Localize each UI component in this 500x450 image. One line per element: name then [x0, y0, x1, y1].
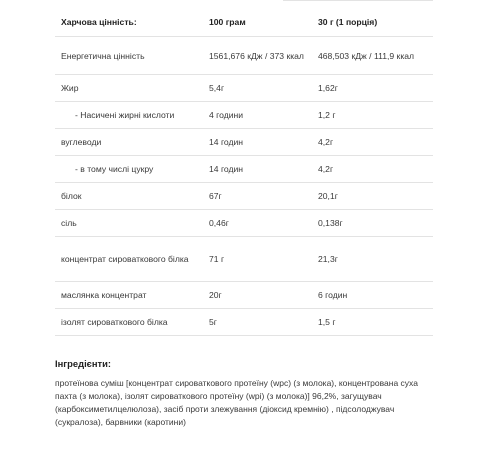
row-name: Жир [55, 75, 203, 102]
row-per-serving: 4,2г [312, 156, 433, 183]
table-row [55, 156, 433, 183]
row-per-100g: 4 години [203, 102, 312, 129]
row-per-serving: 468,503 кДж / 111,9 ккал [312, 37, 433, 75]
row-per-serving: 1,5 г [312, 309, 433, 336]
nutrition-header-row [55, 8, 433, 37]
row-per-serving: 1,62г [312, 75, 433, 102]
row-per-serving: 21,3г [312, 237, 433, 282]
table-row [55, 282, 433, 309]
row-name: ізолят сироваткового білка [55, 309, 203, 336]
row-per-serving: 20,1г [312, 183, 433, 210]
row-per-100g: 0,46г [203, 210, 312, 237]
row-name: концентрат сироваткового білка [55, 237, 203, 282]
header-per-100g: 100 грам [203, 8, 312, 37]
row-name: вуглеводи [55, 129, 203, 156]
row-name: маслянка концентрат [55, 282, 203, 309]
row-per-100g: 14 годин [203, 156, 312, 183]
table-row [55, 75, 433, 102]
table-row [55, 37, 433, 75]
table-row [55, 309, 433, 336]
row-name: білок [55, 183, 203, 210]
row-name: - Насичені жирні кислоти [55, 102, 203, 129]
ingredients-heading: Інгредієнти: [55, 358, 111, 369]
row-per-100g: 1561,676 кДж / 373 ккал [203, 37, 312, 75]
nutrition-table [55, 8, 433, 336]
row-per-serving: 0,138г [312, 210, 433, 237]
table-row [55, 102, 433, 129]
row-per-serving: 4,2г [312, 129, 433, 156]
table-row [55, 129, 433, 156]
row-per-serving: 1,2 г [312, 102, 433, 129]
row-per-100g: 5г [203, 309, 312, 336]
row-per-100g: 5,4г [203, 75, 312, 102]
row-name: Енергетична цінність [55, 37, 203, 75]
row-per-100g: 14 годин [203, 129, 312, 156]
table-row [55, 183, 433, 210]
row-per-100g: 71 г [203, 237, 312, 282]
row-name: сіль [55, 210, 203, 237]
row-name: - в тому числі цукру [55, 156, 203, 183]
row-per-100g: 20г [203, 282, 312, 309]
row-per-serving: 6 годин [312, 282, 433, 309]
header-per-serving: 30 г (1 порція) [312, 8, 433, 37]
row-per-100g: 67г [203, 183, 312, 210]
ingredients-text: протеїнова суміш [концентрат сироваткового протеїну (wpc) (з молока), концентрована суха пахта (з молока), ізолят сироваткового протеїну (wpi) (з молока)] 96,2%, загущувач (карбоксиметилцелюлоза), засіб проти злежування (діоксид кремнію) , підсолоджувач (сукралоза), барвники (каротини) [55, 378, 418, 427]
table-row [55, 237, 433, 282]
header-nutrition-value: Харчова цінність: [55, 8, 203, 37]
top-divider [283, 0, 433, 1]
table-row [55, 210, 433, 237]
